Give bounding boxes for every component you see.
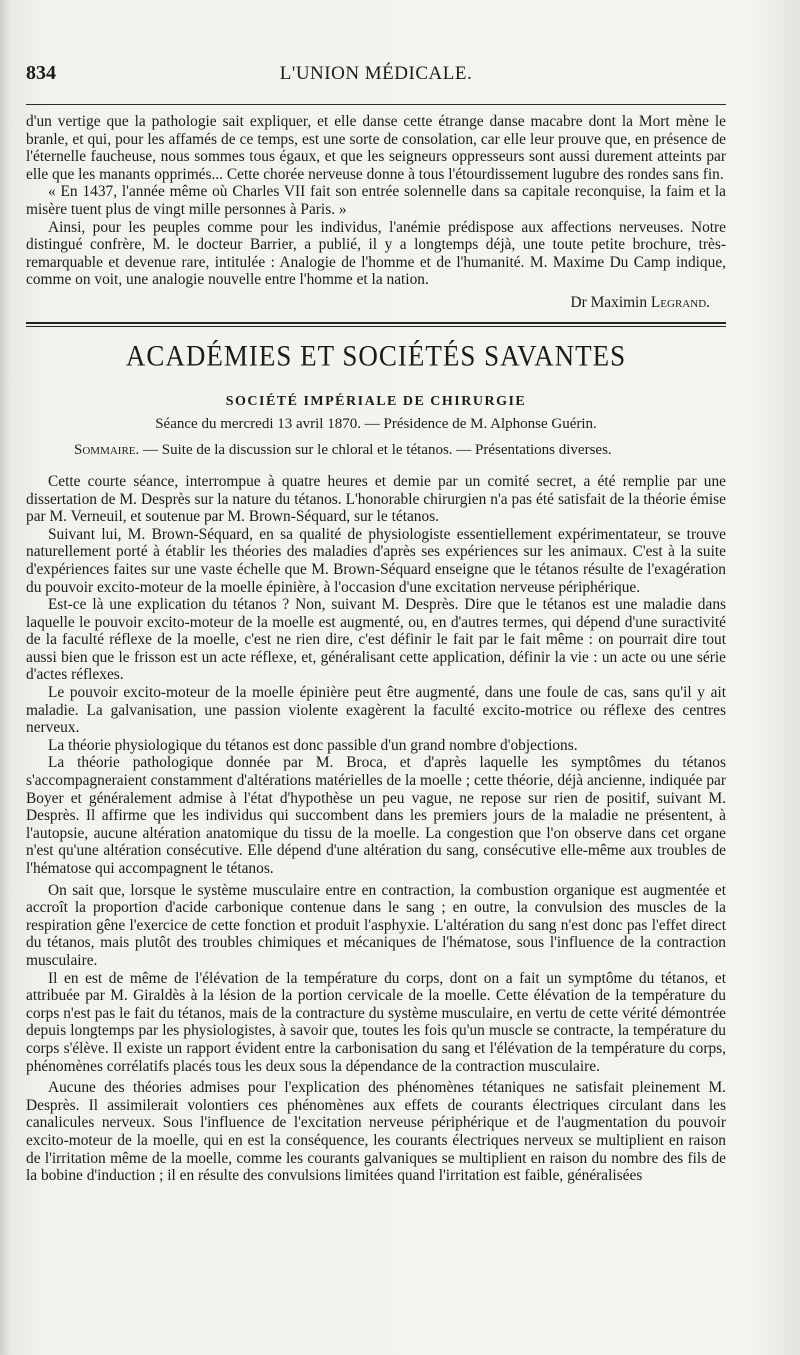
body-paragraph: La théorie physiologique du tétanos est donc passible d'un grand nombre d'objections. bbox=[48, 736, 578, 754]
body-paragraph: La théorie pathologique donnée par M. Broca, et d'après laquelle les symptômes du tétanos s'accompagneraient constamment d'altérations matérielles de la moelle ; cette théorie, déjà ancienne, indiquée par Boyer et généralement admise à l'état d'hypothèse un peu vague, ne repose sur rien de positif, suivant M. Desprès. Il affirme que les individus qui succombent dans les premiers jours de la maladie ne présentent, à l'autopsie, aucune altération anatomique du tissu de la moelle. La congestion que l'on observe dans cet organe n'est qu'une altération consécutive. Elle dépend d'une altération du sang, consécutive elle-même aux troubles de l'hématose qui accompagnent le tétanos. bbox=[26, 754, 726, 877]
page-number: 834 bbox=[26, 62, 56, 84]
society-heading: SOCIÉTÉ IMPÉRIALE DE CHIRURGIE bbox=[225, 393, 527, 409]
running-title: L'UNION MÉDICALE. bbox=[279, 63, 473, 84]
intro-text bbox=[26, 113, 726, 312]
section-divider bbox=[26, 322, 726, 327]
signature-prefix: Dr Maximin bbox=[570, 293, 648, 311]
body-paragraph: Suivant lui, M. Brown-Séquard, en sa qualité de physiologiste essentiellement expérimentateur, se trouve naturellement porté à établir les théories des maladies d'après ses expériences sur les animaux. C'est à la suite d'expériences faites sur une vaste échelle que M. Brown-Séquard enseigne que le tétanos résulte de l'exagération du pouvoir excito-moteur de la moelle épinière, à l'occasion d'une excitation nerveuse périphérique. bbox=[26, 525, 726, 596]
page-edge-shadow bbox=[0, 0, 10, 1355]
intro-paragraph-2: « En 1437, l'année même où Charles VII fait son entrée solennelle dans sa capitale reconquise, la faim et la misère tuent plus de vingt mille personnes à Paris. » bbox=[26, 183, 726, 218]
body-paragraph: Cette courte séance, interrompue à quatre heures et demie par un comité secret, a été remplie par une dissertation de M. Desprès sur la nature du tétanos. L'honorable chirurgien n'a pas été satisfait de la théorie émise par M. Verneuil, et soutenue par M. Brown-Séquard, sur le tétanos. bbox=[26, 472, 726, 526]
summary-line bbox=[26, 441, 726, 459]
intro-paragraph-3: Ainsi, pour les peuples comme pour les individus, l'anémie prédispose aux affections nerveuses. Notre distingué confrère, M. le docteur Barrier, a publié, il y a longtemps déjà, une toute petite brochure, très-remarquable et devenue rare, intitulée : Analogie de l'homme et de l'humanité. M. Maxime Du Camp indique, comme on voit, une analogie nouvelle entre l'homme et la nation. bbox=[26, 218, 726, 289]
body-paragraph: Le pouvoir excito-moteur de la moelle épinière peut être augmenté, dans une foule de cas, sans qu'il y ait maladie. La galvanisation, une passion violente exagèrent la faculté excito-motrice ou réflexe des centres nerveux. bbox=[26, 684, 726, 737]
article-body bbox=[26, 473, 726, 1185]
body-paragraph: Il en est de même de l'élévation de la température du corps, dont on a fait un symptôme du tétanos, et attribuée par M. Giraldès à la lésion de la portion cervicale de la moelle. Cette élévation de la température du corps n'est pas le fait du tétanos, mais de la contracture du système musculaire, en vertu de cette vérité démontrée depuis longtemps par les physiologistes, à savoir que, toutes les fois qu'un muscle se contracte, la température du corps s'élève. Il existe un rapport évident entre la carbonisation du sang et l'élévation de la température du corps, phénomènes corrélatifs placés tous les deux sous la dépendance de la contraction musculaire. bbox=[26, 969, 726, 1075]
section-title: ACADÉMIES ET SOCIÉTÉS SAVANTES bbox=[125, 339, 627, 373]
session-line: Séance du mercredi 13 avril 1870. — Présidence de M. Alphonse Guérin. bbox=[155, 415, 597, 432]
author-signature bbox=[26, 293, 726, 312]
summary-label: Sommaire. bbox=[74, 441, 140, 458]
intro-paragraph-1: d'un vertige que la pathologie sait expliquer, et elle danse cette étrange danse macabre dont la Mort mène le branle, et qui, pour les affamés de ce temps, est une sorte de consolation, car elle leur prouve que, en présence de l'éternelle faucheuse, nous sommes tous égaux, et que les seigneurs oppresseurs sont aussi durement atteints par elle que les manants opprimés... Cette chorée nerveuse donne à tous l'étourdissement lugubre des rondes sans fin. bbox=[26, 113, 726, 183]
body-paragraph: Est-ce là une explication du tétanos ? Non, suivant M. Desprès. Dire que le tétanos est une maladie dans laquelle le pouvoir excito-moteur de la moelle est augmenté, ou, en d'autres termes, qui dépend d'une suractivité de la faculté réflexe de la moelle, c'est ne rien dire, c'est définir le fait par le fait même : on pourrait dire tout aussi bien que le frisson est un acte réflexe, et, généralisant cette application, définir la vie : un acte ou une série d'actes réflexes. bbox=[26, 596, 726, 684]
header-rule bbox=[26, 104, 726, 105]
summary-text: — Suite de la discussion sur le chloral et le tétanos. — Présentations diverses. bbox=[143, 441, 612, 458]
body-paragraph: Aucune des théories admises pour l'explication des phénomènes tétaniques ne satisfait pleinement M. Desprès. Il assimilerait volontiers ces phénomènes aux effets de courants électriques circulant dans les canalicules nerveux. Sous l'influence de l'excitation nerveuse périphérique et de l'augmentation du pouvoir excito-moteur de la moelle, qui en est la conséquence, les courants électriques nerveux se multiplient en raison de l'irritation même de la moelle, comme les courants galvaniques se multiplient en raison du nombre des fils de la bobine d'induction ; il en résulte des convulsions limitées quand l'irritation est faible, généralisées bbox=[26, 1079, 726, 1185]
page-content bbox=[26, 62, 726, 1185]
signature-name: Legrand. bbox=[650, 293, 710, 311]
body-paragraph: On sait que, lorsque le système musculaire entre en contraction, la combustion organique est augmentée et accroît la proportion d'acide carbonique contenue dans le sang ; en outre, la convulsion des muscles de la respiration gêne l'exercice de cette fonction et produit l'asphyxie. L'altération du sang n'est donc pas l'effet direct du tétanos, mais plutôt des troubles chimiques et mécaniques de l'hématose, sous l'influence de la contraction musculaire. bbox=[26, 881, 726, 969]
page-header bbox=[26, 62, 726, 92]
